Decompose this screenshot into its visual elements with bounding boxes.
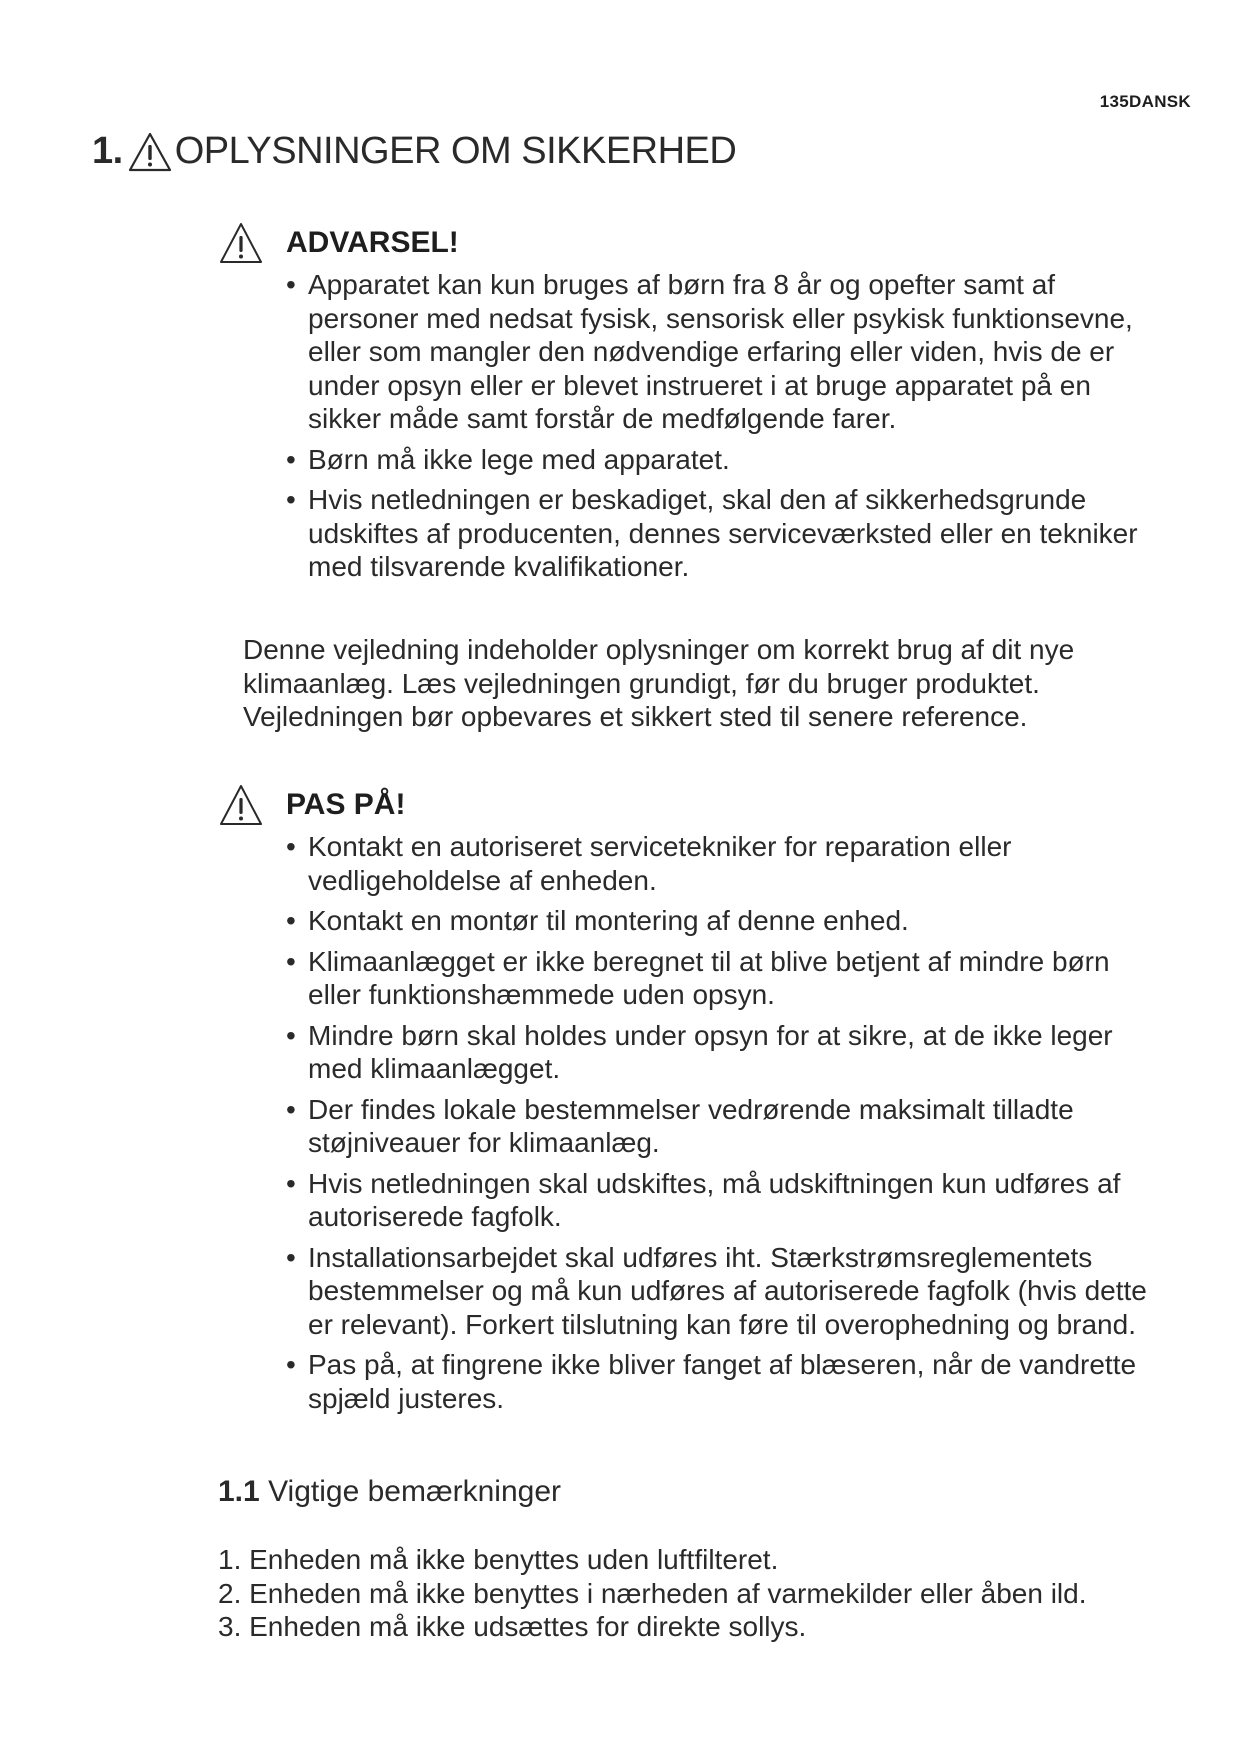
warning-block-pas-paa <box>218 780 1158 1422</box>
list-item: • Kontakt en montør til montering af denne enhed. <box>286 904 1158 938</box>
warning-block-advarsel <box>218 218 1158 591</box>
list-item: • Hvis netledningen er beskadiget, skal den af sikkerhedsgrunde udskiftes af producenten, dennes serviceværksted eller en tekniker med tilsvarende kvalifikationer. <box>286 483 1158 584</box>
page-header-label: 135DANSK <box>1099 92 1191 111</box>
warning-triangle-icon <box>218 783 264 827</box>
list-item: • Mindre børn skal holdes under opsyn for at sikre, at de ikke leger med klimaanlægget. <box>286 1019 1158 1086</box>
intro-paragraph: Denne vejledning indeholder oplysninger om korrekt brug af dit nye klimaanlæg. Læs vejledningen grundigt, før du bruger produktet. Vejledningen bør opbevares et sikkert sted til senere reference. <box>243 634 1075 732</box>
list-item: • Pas på, at fingrene ikke bliver fanget af blæseren, når de vandrette spjæld justeres. <box>286 1348 1158 1415</box>
subsection-title <box>218 1475 561 1509</box>
list-item: • Installationsarbejdet skal udføres iht. Stærkstrømsreglementets bestemmelser og må kun udføres af autoriserede fagfolk (hvis dette er relevant). Forkert tilslutning kan føre til overophedning og brand. <box>286 1241 1158 1342</box>
section-title-text: OPLYSNINGER OM SIKKERHED <box>174 130 737 172</box>
caution-list <box>218 830 1158 1415</box>
list-item: • Hvis netledningen skal udskiftes, må udskiftningen kun udføres af autoriserede fagfolk. <box>286 1167 1158 1234</box>
list-item: • Kontakt en autoriseret servicetekniker for reparation eller vedligeholdelse af enheden. <box>286 830 1158 897</box>
warning-list <box>218 268 1158 584</box>
warning-label: ADVARSEL! <box>286 226 459 259</box>
caution-heading <box>218 780 1158 830</box>
section-number: 1. <box>92 130 123 172</box>
subsection-title-text: Vigtige bemærkninger <box>268 1475 562 1508</box>
warning-heading <box>218 218 1158 268</box>
list-item: • Børn må ikke lege med apparatet. <box>286 443 1158 477</box>
notes-list <box>218 1543 1178 1644</box>
list-item: 2. Enheden må ikke benyttes i nærheden af varmekilder eller åben ild. <box>218 1577 1087 1609</box>
list-item: 1. Enheden må ikke benyttes uden luftfilteret. <box>218 1544 779 1575</box>
subsection-number: 1.1 <box>218 1475 260 1508</box>
section-title <box>92 130 736 173</box>
caution-label: PAS PÅ! <box>286 788 406 821</box>
list-item: • Klimaanlægget er ikke beregnet til at blive betjent af mindre børn eller funktionshæmmede uden opsyn. <box>286 945 1158 1012</box>
list-item: • Apparatet kan kun bruges af børn fra 8 år og opefter samt af personer med nedsat fysisk, sensorisk eller psykisk funktionsevne, eller som mangler den nødvendige erfaring eller viden, hvis de er under opsyn eller er blevet instrueret i at bruge apparatet på en sikker måde samt forstår de medfølgende farer. <box>286 268 1158 436</box>
list-item: • Der findes lokale bestemmelser vedrørende maksimalt tilladte støjniveauer for klimaanlæg. <box>286 1093 1158 1160</box>
warning-triangle-icon <box>218 221 264 265</box>
warning-triangle-icon <box>127 131 173 173</box>
list-item: 3. Enheden må ikke udsættes for direkte sollys. <box>218 1611 807 1642</box>
